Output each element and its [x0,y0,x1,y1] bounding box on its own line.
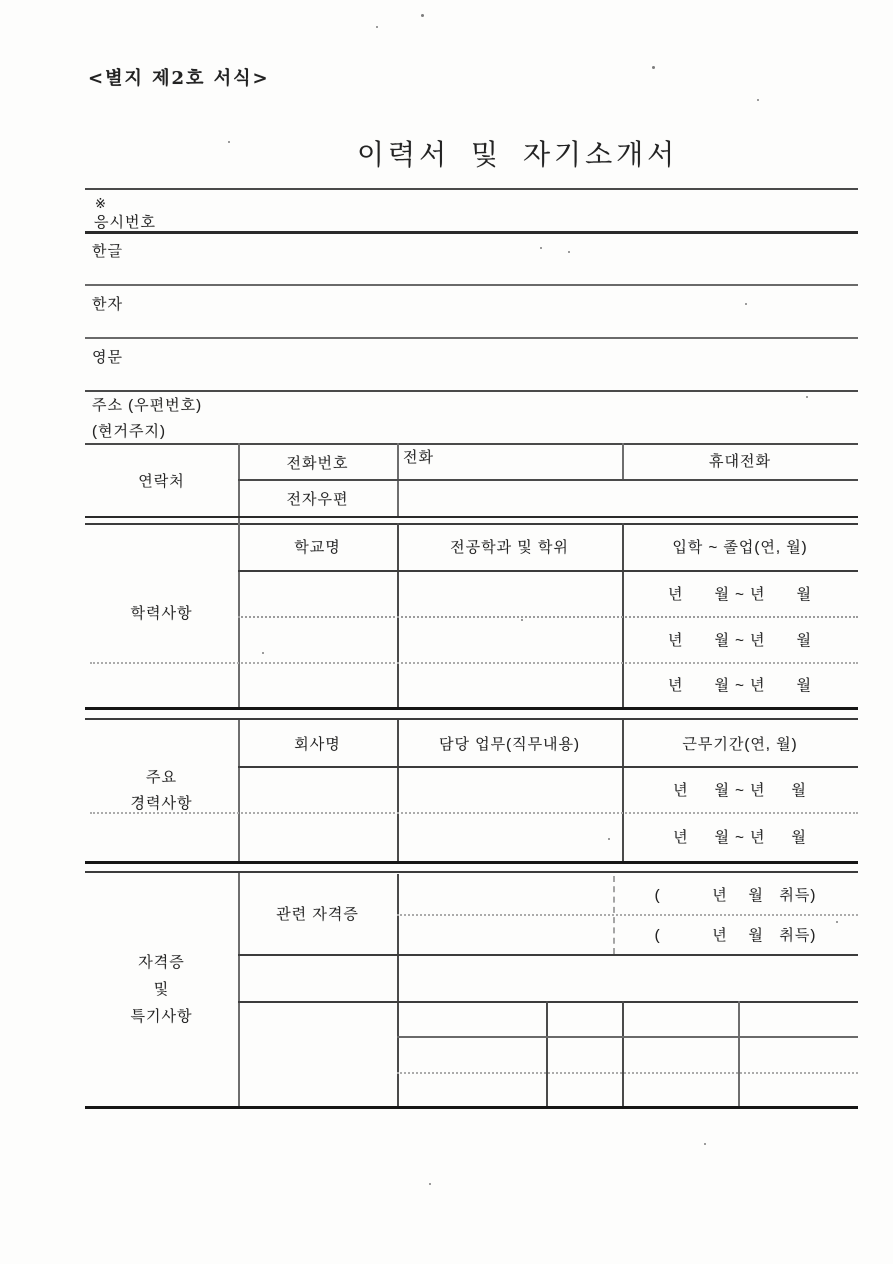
scan-noise-dot [521,619,523,621]
education-period-row-2: 년 월 ~ 년 월 [667,631,813,649]
residence-label: (현거주지) [92,423,166,440]
contact-section-label: 연락처 [138,473,185,490]
reference-mark: ※ [95,196,107,211]
career-company-header: 회사명 [294,735,341,753]
page-title: 이력서 및 자기소개서 [357,138,679,171]
rule-bottom [85,1106,858,1109]
scan-noise-dot [228,141,230,143]
email-label: 전자우편 [286,491,349,508]
career-period-row-1: 년 월 ~ 년 월 [673,781,807,799]
mobile-label: 휴대전화 [709,452,771,470]
grid-col-border-2 [622,1001,624,1106]
education-period-header: 입학 ~ 졸업(연, 월) [672,539,808,556]
education-section-label: 학력사항 [130,605,193,622]
address-label: 주소 (우편번호) [92,397,203,414]
grid-col-border-1 [546,1001,548,1106]
career-duty-header: 담당 업무(직무내용) [438,735,581,753]
rule-under-english [85,390,858,392]
section-divider-3a [85,861,858,864]
rule-under-hanja [85,337,858,339]
grid-row-divider-dotted [397,1072,858,1074]
career-section-label [85,720,238,861]
certificates-section-label [85,873,238,1106]
scan-noise-dot [836,921,838,923]
phone-label: 전화 [403,449,434,466]
phone-number-label: 전화번호 [286,454,349,472]
scan-noise-dot [806,396,808,398]
scan-noise-dot [608,838,610,840]
education-school-header: 학교명 [294,539,341,556]
scan-noise-dot [376,26,378,28]
career-section-label-line1: 주요 [146,769,177,786]
exam-number-label: 응시번호 [94,214,156,231]
form-note: <별지 제2호 서식> [88,68,270,89]
rule-under-exam-number [85,231,858,234]
education-period-row-3: 년 월 ~ 년 월 [667,677,813,694]
grid-col-border-3 [738,1001,740,1106]
education-major-header: 전공학과 및 학위 [450,539,569,556]
scan-noise-dot [421,14,424,17]
grid-row-border [397,1036,858,1038]
korean-name-label: 한글 [92,243,123,260]
career-period-row-2: 년 월 ~ 년 월 [673,829,807,846]
scan-noise-dot [704,1143,706,1145]
certificates-row-border-2 [238,1001,858,1003]
career-section-label-line2: 경력사항 [130,794,193,812]
scan-noise-dot [262,652,264,654]
certificates-section-label-line3: 특기사항 [130,1008,193,1025]
scan-noise-dot [540,247,542,249]
hanja-name-label: 한자 [92,296,123,313]
scan-noise-dot [568,251,570,253]
rule-under-korean [85,284,858,286]
related-certificates-label: 관련 자격증 [276,906,359,923]
certificates-row-border-1 [238,954,858,956]
certificate-acquired-row-1: ( 년 월 취득) [654,886,817,904]
education-period-row-1: 년 월 ~ 년 월 [667,585,813,603]
scan-noise-dot [652,66,655,69]
career-period-header: 근무기간(연, 월) [682,735,798,753]
english-name-label: 영문 [92,349,123,366]
section-divider-2a [85,707,858,710]
rule-top [85,188,858,190]
scan-noise-dot [745,303,747,305]
scan-noise-dot [757,99,759,101]
scan-noise-dot [429,1183,431,1185]
certificates-section-label-line2: 및 [153,981,170,998]
certificates-section-label-line1: 자격증 [138,954,185,971]
certificate-acquired-row-2: ( 년 월 취득) [654,926,817,944]
